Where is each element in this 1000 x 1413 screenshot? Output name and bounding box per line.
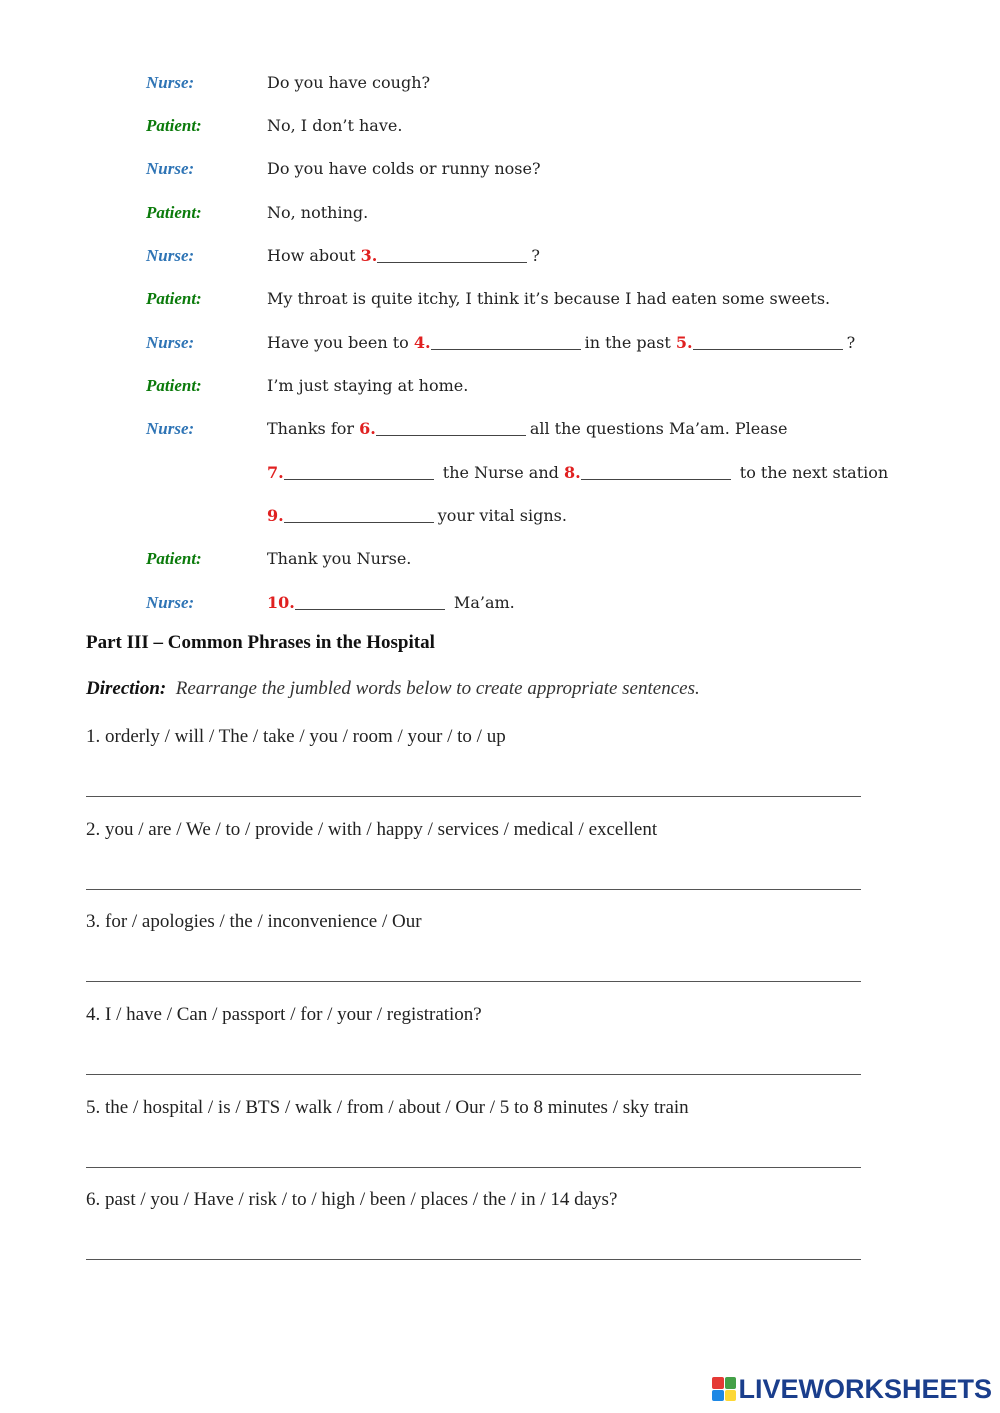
speaker-label: Patient: <box>146 116 202 135</box>
logo-badge-icon <box>712 1377 736 1401</box>
dialogue-text: ? <box>846 333 856 352</box>
dialogue-line <box>267 458 888 488</box>
answer-line[interactable] <box>86 1074 861 1075</box>
dialogue-text: How about <box>267 246 361 265</box>
jumbled-question: 6. past / you / Have / risk / to / high / been / places / the / in / 14 days? <box>86 1189 618 1210</box>
dialogue-row <box>0 284 1000 314</box>
fill-in-blank[interactable] <box>284 461 434 480</box>
blank-number: 3. <box>360 246 378 265</box>
dialogue-line <box>267 68 430 98</box>
dialogue-line <box>267 154 541 184</box>
speaker-label: Patient: <box>146 549 202 568</box>
jumbled-question: 4. I / have / Can / passport / for / your / registration? <box>86 1004 482 1025</box>
dialogue-line <box>267 111 402 141</box>
dialogue-line <box>267 544 411 574</box>
speaker-label: Nurse: <box>146 333 195 352</box>
dialogue-line <box>267 588 515 618</box>
blank-number: 5. <box>675 333 693 352</box>
dialogue-text: No, nothing. <box>267 203 369 222</box>
dialogue-text: ? <box>531 246 540 265</box>
answer-line[interactable] <box>86 1167 861 1168</box>
dialogue-line <box>267 241 540 271</box>
dialogue-row <box>0 198 1000 228</box>
blank-number: 6. <box>359 419 376 438</box>
dialogue-row <box>0 414 1000 444</box>
dialogue-text: your vital signs. <box>437 506 567 525</box>
answer-line[interactable] <box>86 796 861 797</box>
direction <box>86 678 700 700</box>
direction-text: Rearrange the jumbled words below to create appropriate sentences. <box>175 678 700 699</box>
dialogue-text: Do you have colds or runny nose? <box>267 159 541 178</box>
speaker-label: Patient: <box>146 289 202 308</box>
fill-in-blank[interactable] <box>693 331 843 350</box>
direction-label: Direction: <box>86 678 167 699</box>
jumbled-question: 5. the / hospital / is / BTS / walk / from / about / Our / 5 to 8 minutes / sky train <box>86 1097 689 1118</box>
answer-line[interactable] <box>86 889 861 890</box>
dialogue-line <box>267 284 830 314</box>
dialogue-row <box>0 111 1000 141</box>
liveworksheets-logo <box>712 1373 992 1405</box>
dialogue-row <box>0 241 1000 271</box>
fill-in-blank[interactable] <box>431 331 581 350</box>
dialogue-row <box>0 501 1000 531</box>
jumbled-question: 1. orderly / will / The / take / you / room / your / to / up <box>86 726 506 747</box>
speaker-label: Nurse: <box>146 246 195 265</box>
dialogue-row <box>0 154 1000 184</box>
answer-line[interactable] <box>86 981 861 982</box>
speaker-label: Patient: <box>146 376 202 395</box>
dialogue-text: Do you have cough? <box>267 73 431 92</box>
blank-number: 9. <box>267 506 284 525</box>
dialogue-line <box>267 414 787 444</box>
blank-number: 7. <box>267 463 284 482</box>
fill-in-blank[interactable] <box>377 244 527 263</box>
speaker-label: Nurse: <box>146 419 195 438</box>
blank-number: 10. <box>267 593 295 612</box>
answer-line[interactable] <box>86 1259 861 1260</box>
fill-in-blank[interactable] <box>284 504 434 523</box>
speaker-label: Nurse: <box>146 73 195 92</box>
dialogue-row <box>0 328 1000 358</box>
dialogue-text: Thanks for <box>267 419 360 438</box>
fill-in-blank[interactable] <box>581 461 731 480</box>
dialogue-line <box>267 328 855 358</box>
dialogue-text: No, I don’t have. <box>267 116 403 135</box>
dialogue-row <box>0 458 1000 488</box>
dialogue-line <box>267 198 368 228</box>
dialogue-text: Ma’am. <box>448 593 515 612</box>
dialogue-row <box>0 68 1000 98</box>
part-title: Part III – Common Phrases in the Hospital <box>86 632 435 653</box>
dialogue-line <box>267 371 468 401</box>
dialogue-text: I’m just staying at home. <box>267 376 469 395</box>
dialogue-text: Have you been to <box>267 333 414 352</box>
dialogue-text: to the next station <box>734 463 889 482</box>
logo-text: LIVEWORKSHEETS <box>738 1373 992 1404</box>
dialogue-row <box>0 371 1000 401</box>
dialogue-text: My throat is quite itchy, I think it’s because I had eaten some sweets. <box>267 289 831 308</box>
speaker-label: Patient: <box>146 203 202 222</box>
jumbled-question: 3. for / apologies / the / inconvenience / Our <box>86 911 422 932</box>
blank-number: 8. <box>563 463 581 482</box>
dialogue-row <box>0 544 1000 574</box>
dialogue-text: all the questions Ma’am. Please <box>529 419 788 438</box>
dialogue-row <box>0 588 1000 618</box>
speaker-label: Nurse: <box>146 593 195 612</box>
dialogue-line <box>267 501 567 531</box>
dialogue-text: in the past <box>584 333 676 352</box>
fill-in-blank[interactable] <box>295 591 445 610</box>
speaker-label: Nurse: <box>146 159 195 178</box>
fill-in-blank[interactable] <box>376 417 526 436</box>
jumbled-question: 2. you / are / We / to / provide / with / happy / services / medical / excellent <box>86 819 658 840</box>
dialogue-text: Thank you Nurse. <box>267 549 412 568</box>
dialogue-text: the Nurse and <box>437 463 564 482</box>
blank-number: 4. <box>413 333 431 352</box>
